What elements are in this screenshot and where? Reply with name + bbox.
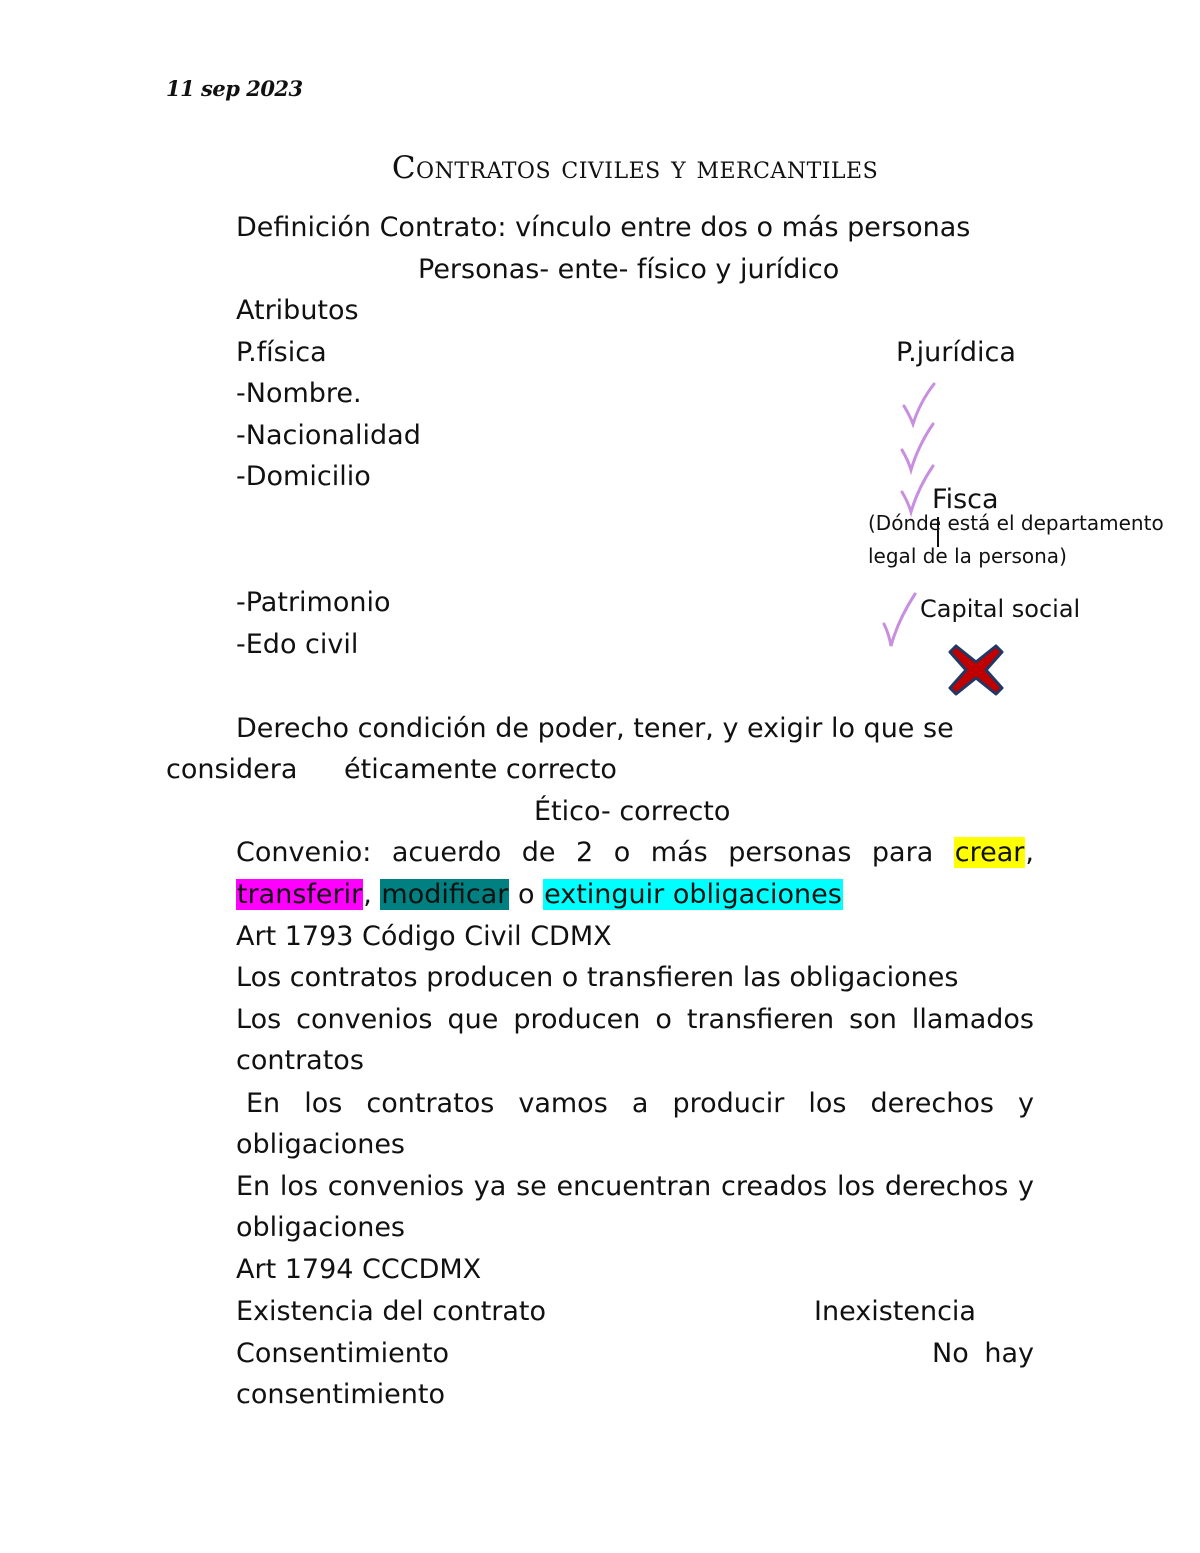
derecho-line-2b: éticamente correcto — [344, 754, 617, 785]
fisca-note-line-1: (Dónde está el departamento — [868, 511, 1164, 535]
fisca-label: Fisca — [932, 484, 999, 515]
highlight-transferir: transferir — [237, 879, 363, 910]
derecho-line-1: Derecho condición de poder, tener, y exigir lo que se — [236, 713, 954, 744]
list-item-nombre: -Nombre. — [236, 378, 362, 409]
date: 11 sep 2023 — [166, 76, 303, 101]
cross-icon — [946, 642, 1006, 698]
en-los-contratos-line: En los contratos vamos a producir los derechos y — [246, 1088, 1034, 1119]
en-los-convenios-line: En los convenios ya se encuentran creados los derechos y — [236, 1171, 1034, 1202]
derecho-line-2a: considera — [166, 754, 298, 785]
convenio-lead: Convenio: acuerdo de 2 o más personas para — [236, 837, 934, 868]
contratos-word: contratos — [236, 1045, 364, 1076]
capital-social-label: Capital social — [920, 595, 1081, 623]
fisca-note-line-2: legal de la persona) — [868, 544, 1067, 568]
page-title: Contratos civiles y mercantiles — [391, 150, 879, 186]
convenio-line-2: transferir, modificar o extinguir obligaciones — [237, 879, 842, 910]
list-item-edo-civil: -Edo civil — [236, 629, 359, 660]
checkmark-icon — [880, 590, 920, 650]
consentimiento-continued: consentimiento — [236, 1379, 445, 1410]
definition-line: Definición Contrato: vínculo entre dos o más personas — [236, 212, 971, 243]
obligaciones-line-1: obligaciones — [236, 1129, 406, 1160]
obligaciones-line-2: obligaciones — [236, 1212, 406, 1243]
no-hay-label: No hay — [932, 1338, 1034, 1369]
consentimiento-label: Consentimiento — [236, 1338, 449, 1369]
existencia-label: Existencia del contrato — [236, 1296, 547, 1327]
personas-line: Personas- ente- físico y jurídico — [418, 254, 840, 285]
connector-o: o — [517, 879, 535, 910]
highlight-crear: crear — [954, 837, 1025, 868]
atributos-heading: Atributos — [236, 295, 359, 326]
etico-line: Ético- correcto — [534, 796, 731, 827]
inexistencia-label: Inexistencia — [814, 1296, 976, 1327]
list-item-domicilio: -Domicilio — [236, 461, 371, 492]
art-1793: Art 1793 Código Civil CDMX — [236, 921, 612, 952]
contratos-producen-line: Los contratos producen o transfieren las obligaciones — [236, 962, 959, 993]
p-juridica-heading: P.jurídica — [896, 337, 1016, 368]
list-item-patrimonio: -Patrimonio — [236, 587, 391, 618]
art-1794: Art 1794 CCCDMX — [236, 1254, 482, 1285]
convenio-line-1: Convenio: acuerdo de 2 o más personas para crear, — [236, 837, 1034, 868]
highlight-extinguir: extinguir obligaciones — [544, 879, 842, 910]
highlight-modificar: modificar — [381, 879, 509, 910]
convenios-producen-line: Los convenios que producen o transfieren son llamados — [236, 1004, 1034, 1035]
p-fisica-heading: P.física — [236, 337, 327, 368]
list-item-nacionalidad: -Nacionalidad — [236, 420, 421, 451]
